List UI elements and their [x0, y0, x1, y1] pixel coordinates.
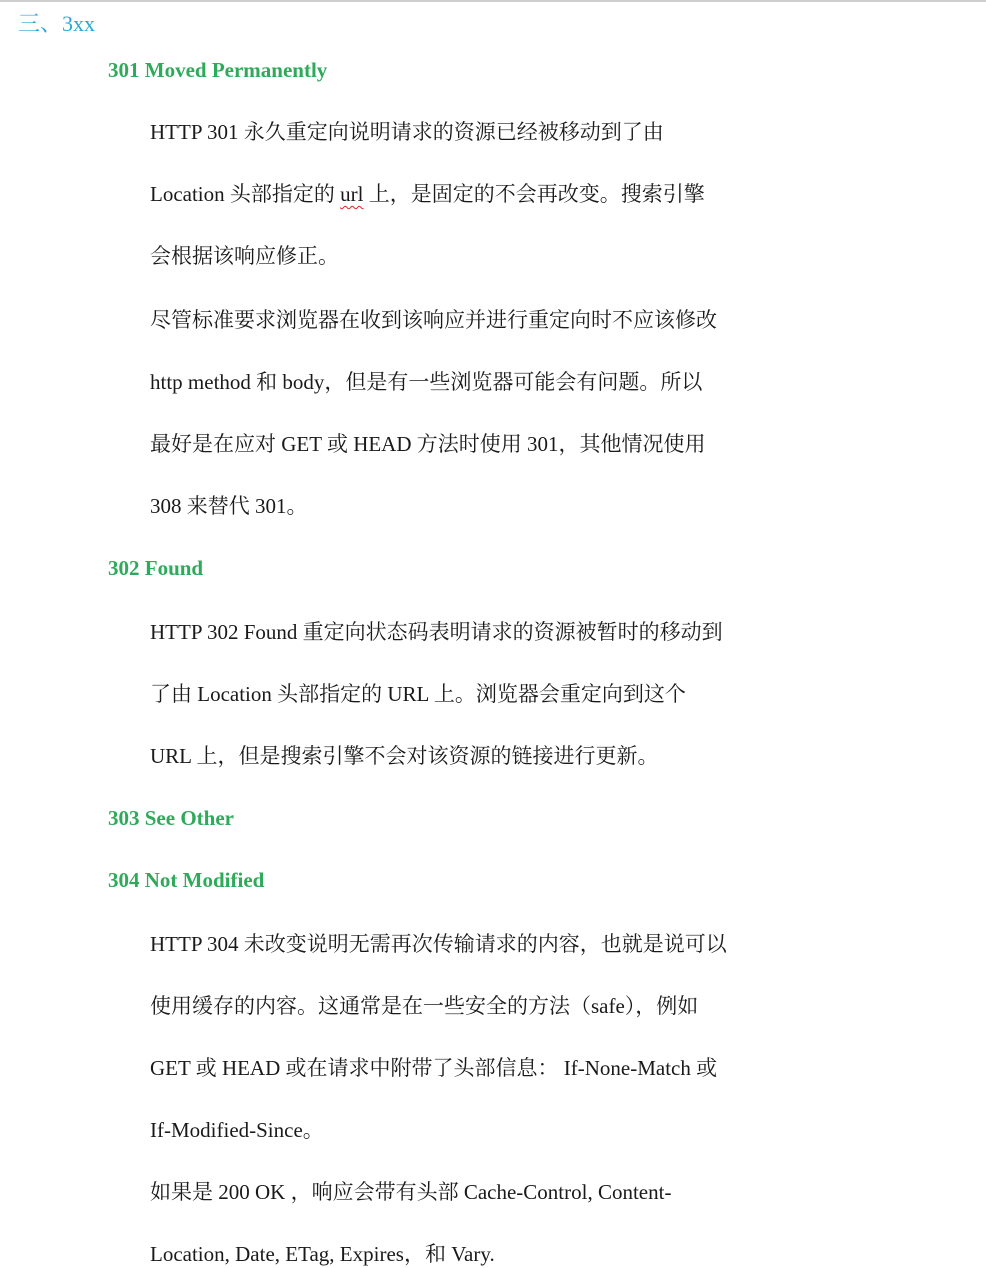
- spellcheck-word[interactable]: url: [340, 182, 364, 206]
- text-line: HTTP 304 未改变说明无需再次传输请求的内容，也就是说可以: [150, 932, 727, 956]
- heading-304: 304 Not Modified: [108, 868, 265, 892]
- text-line: 会根据该响应修正。: [150, 244, 339, 268]
- text-line: HTTP 302 Found 重定向状态码表明请求的资源被暂时的移动到: [150, 620, 723, 644]
- text-line: 了由 Location 头部指定的 URL 上。浏览器会重定向到这个: [150, 682, 686, 706]
- text-line: 使用缓存的内容。这通常是在一些安全的方法（safe），例如: [150, 994, 699, 1018]
- text-span: Location 头部指定的: [150, 182, 341, 206]
- text-line: Location, Date, ETag, Expires，和 Vary.: [150, 1242, 495, 1266]
- heading-303: 303 See Other: [108, 806, 234, 830]
- heading-301: 301 Moved Permanently: [108, 58, 328, 82]
- text-line: If-Modified-Since。: [150, 1118, 324, 1142]
- text-span: 上，是固定的不会再改变。搜索引擎: [363, 182, 705, 206]
- section-heading-3xx: 三、3xx: [18, 11, 96, 36]
- text-line: 308 来替代 301。: [150, 494, 308, 518]
- text-line: http method 和 body，但是有一些浏览器可能会有问题。所以: [150, 370, 703, 394]
- heading-302: 302 Found: [108, 556, 204, 580]
- text-line: GET 或 HEAD 或在请求中附带了头部信息： If-None-Match 或: [150, 1056, 718, 1080]
- text-line: [150, 180, 705, 208]
- text-line: 如果是 200 OK ，响应会带有头部 Cache-Control, Content-: [150, 1180, 672, 1204]
- text-line: URL 上，但是搜索引擎不会对该资源的链接进行更新。: [150, 744, 659, 768]
- text-line: 最好是在应对 GET 或 HEAD 方法时使用 301，其他情况使用: [150, 432, 706, 456]
- text-line: 尽管标准要求浏览器在收到该响应并进行重定向时不应该修改: [150, 308, 717, 332]
- page-top-border: [0, 0, 986, 2]
- text-line: HTTP 301 永久重定向说明请求的资源已经被移动到了由: [150, 120, 664, 144]
